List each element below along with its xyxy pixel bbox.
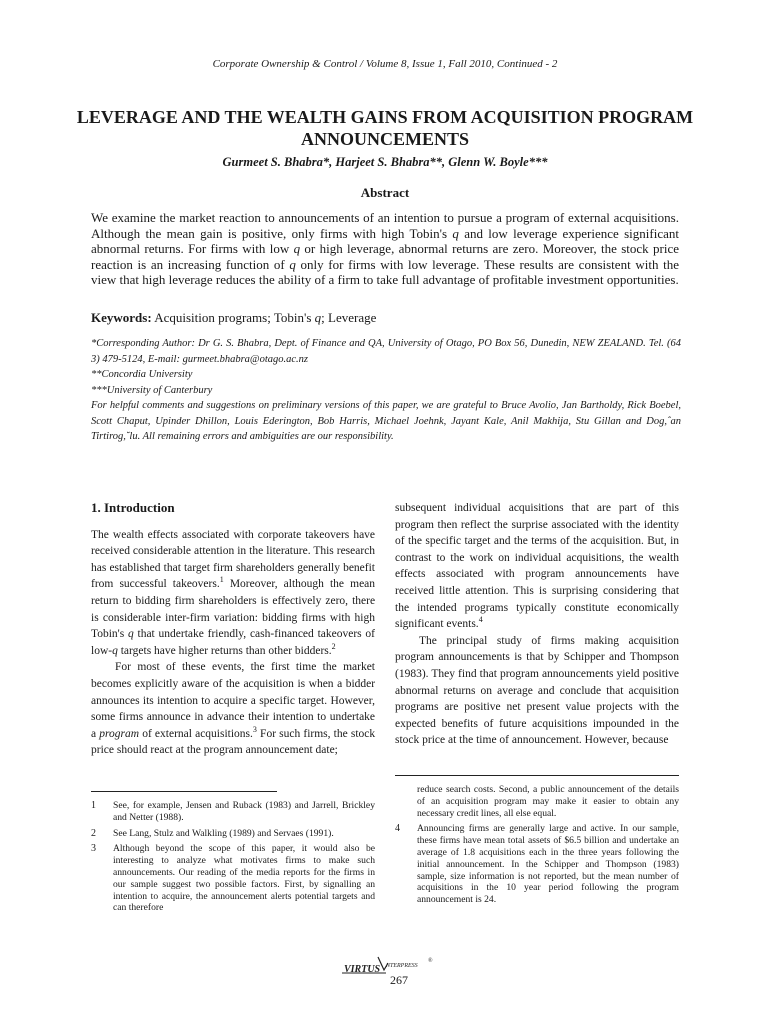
- footnote-2: 2 See Lang, Stulz and Walkling (1989) and Servaes (1991).: [91, 827, 334, 839]
- intro-paragraph-2-continued: subsequent individual acquisitions that are part of this program then reflect the surprise associated with the identity of the specific target and the terms of the acquisition. But, in contrast to the work on individual acquisitions, the wealth effects associated with program announcements have received little attention. This is surprising considering that the intended programs typically constitute economically significant events.$^4$: [395, 502, 680, 631]
- intro-paragraph-3-continued: The principal study of firms making acquisition program announcements is that by Schipper and Thompson (1983). They find that program announcements yield positive abnormal returns on average and conclude that acquisition programs are positive net present value projects with the expected benefits of future acquisitions impounded in the stock price at the time of announcement. However, because: [395, 634, 679, 747]
- running-head: Corporate Ownership & Control / Volume 8, Issue 1, Fall 2010, Continued - 2: [212, 58, 558, 70]
- footnote-rule-right: [395, 775, 679, 776]
- svg-text:VIRTUS: VIRTUS: [344, 964, 381, 975]
- column-right: [395, 500, 679, 749]
- affiliations: [91, 336, 681, 445]
- affiliation-2: **Concordia University: [91, 369, 193, 380]
- keywords: Keywords: Acquisition programs; Tobin's q; Leverage: [91, 310, 377, 325]
- abstract-heading: Abstract: [360, 185, 410, 200]
- corresponding-author-note: *Corresponding Author: Dr G. S. Bhabra, Dept. of Finance and QA, University of Otago, PO Box 56, Dunedin, NEW ZEALAND. Tel. (64 3) 479-5124, E-mail: gurmeet.bhabra@otago.ac.nz: [91, 338, 681, 365]
- footnote-ref-2: 2: [331, 641, 336, 651]
- intro-paragraph-2: For most of these events, the first time the market becomes explicitly aware of the acquisition is when a bidder announces its intention to acquire a specific target. However, some firms announce in advance their intention to undertake a program of external acquisitions.$^3$ For such firms, the stock price should react at the program announcement date;: [91, 661, 376, 757]
- footnote-ref-4: 4: [478, 615, 483, 625]
- footnote-3: 3 Although beyond the scope of this paper, it would also be interesting to analyze what motivates firms to make such announcements. Our reading of the media reports for the firms in our sample suggest two possible factors. First, by signalling an intention to acquire, the announcement alerts potential targets and can therefore: [91, 843, 375, 914]
- footnote-4: 4 Announcing firms are generally large and active. In our sample, these firms have mean total assets of $6.5 billion and undertake an average of 1.8 acquisitions each in the three years following the initial announcement. In the Schipper and Thompson (1983) sample, size information is not reported, but the mean number of acquisitions in the 10 year period following the program announcement is 24.: [395, 823, 679, 906]
- footnotes-right: [395, 784, 679, 910]
- footnote-ref-3: 3: [252, 724, 257, 734]
- footnote-3-continued: reduce search costs. Second, a public announcement of the details of an acquisition program may make it easier to obtain any necessary credit lines, all else equal.: [417, 784, 679, 819]
- footnote-ref-1: 1: [219, 575, 224, 585]
- page-number: 267: [390, 973, 408, 987]
- paper-title: LEVERAGE AND THE WEALTH GAINS FROM ACQUISITION PROGRAM ANNOUNCEMENTS: [76, 107, 694, 149]
- footnotes-left: [91, 800, 375, 918]
- svg-text:®: ®: [428, 958, 433, 964]
- intro-paragraph-1: The wealth effects associated with corporate takeovers have received considerable attention in the literature. This research has established that target firm shareholders generally benefit from successful takeovers.$^1$ Moreover, although the mean return to bidding firm shareholders is effectively zero, there is considerable inter-firm variation: bidding firms with high Tobin's q that undertake friendly, cash-financed takeovers of low-q targets have higher returns than other bidders.$^2$: [91, 528, 376, 657]
- svg-text:NTERPRESS: NTERPRESS: [386, 963, 418, 969]
- section-heading-introduction: 1. Introduction: [91, 500, 175, 515]
- abstract-text: We examine the market reaction to announcements of an intention to pursue a program of external acquisitions. Although the mean gain is positive, only firms with high Tobin's q and low leverage experience significant abnormal returns. For firms with low q or high leverage, abnormal returns are zero. Moreover, the stock price reaction is an increasing function of q only for firms with low leverage. These results are consistent with the view that high leverage reduces the ability of a firm to take full advantage of profitable investment opportunities.: [91, 210, 679, 287]
- author-list: Gurmeet S. Bhabra*, Harjeet S. Bhabra**, Glenn W. Boyle***: [222, 155, 548, 169]
- acknowledgements: For helpful comments and suggestions on preliminary versions of this paper, we are grateful to Bruce Avolio, Jan Bartholdy, Rick Boebel, Scott Chaput, Upinder Dhillon, Louis Ederington, Bob Harris, Michael Joehnk, Jayant Kale, Anil Makhija, Stu Gillan and Dog,ˆan Tirtirog,˘lu. All remaining errors and ambiguities are our responsibility.: [91, 400, 681, 442]
- keywords-label: Keywords:: [91, 310, 152, 325]
- affiliation-3: ***University of Canterbury: [91, 384, 213, 396]
- footnote-1: 1 See, for example, Jensen and Ruback (1983) and Jarrell, Brickley and Netter (1988).: [91, 800, 375, 823]
- footnote-rule-left: [91, 791, 277, 792]
- column-left: [91, 500, 375, 759]
